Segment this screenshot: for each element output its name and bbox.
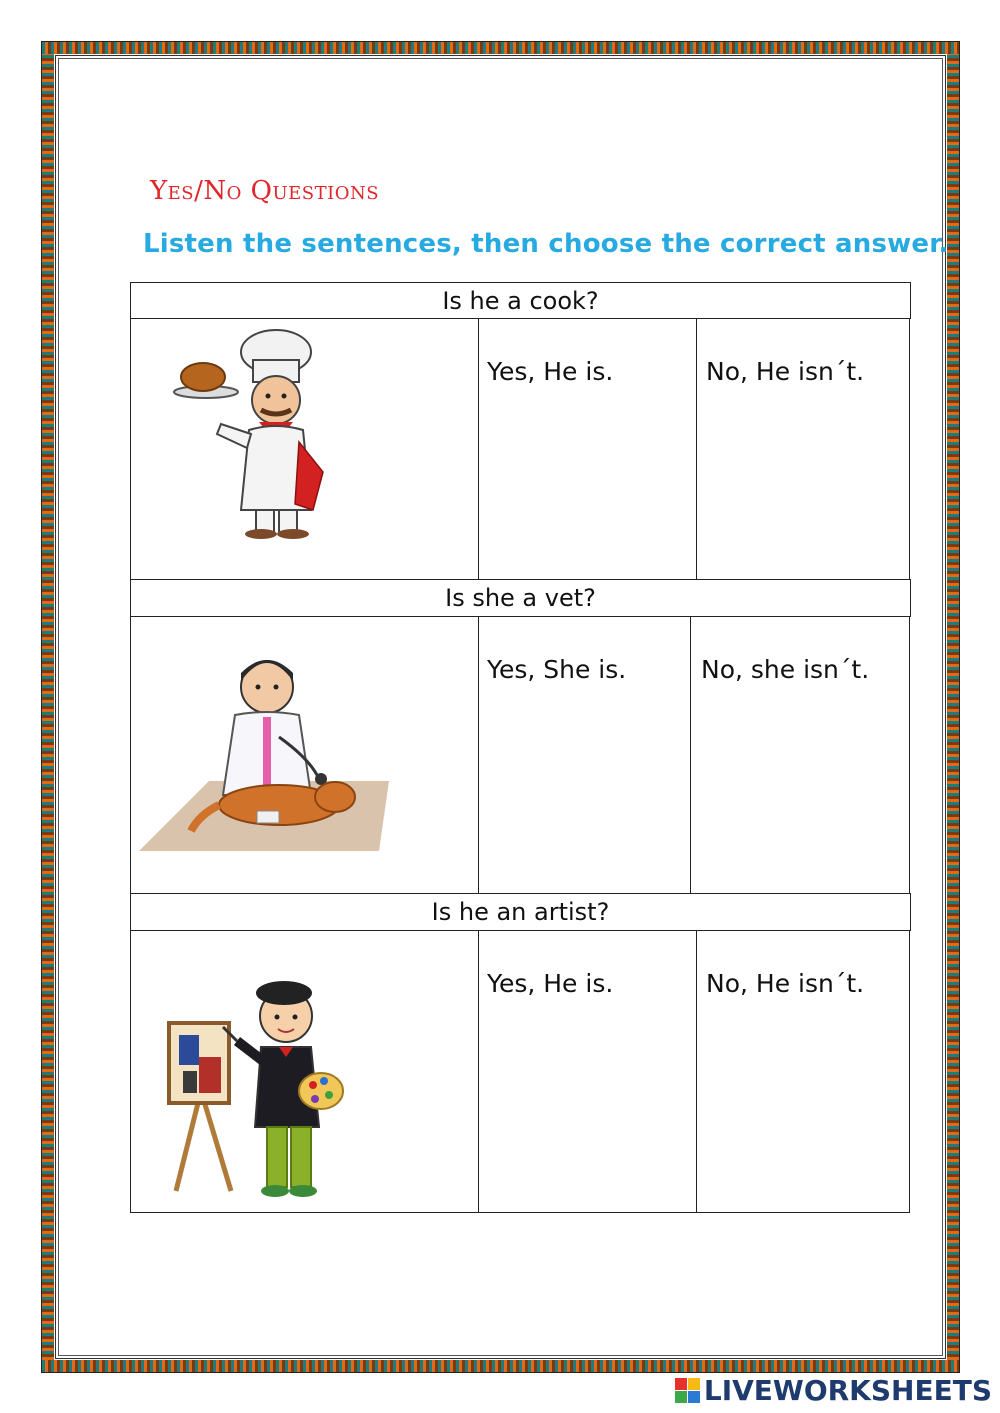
artist-illustration [161,971,361,1211]
answer-yes-label: Yes, She is. [487,655,627,684]
cook-illustration [161,322,381,542]
answer-row-3 [130,930,910,1213]
question-text: Is she a vet? [445,584,596,612]
answer-yes-label: Yes, He is. [487,357,614,386]
answer-yes-label: Yes, He is. [487,969,614,998]
answer-no-option[interactable] [696,931,909,1212]
vet-illustration [139,637,389,857]
answer-row-2 [130,616,910,894]
instruction-text: Listen the sentences, then choose the correct answer. [143,229,949,259]
question-row-1 [130,282,911,319]
question-text: Is he a cook? [442,287,599,315]
liveworksheets-logo [675,1374,992,1407]
question-row-3 [130,893,911,931]
answer-no-label: No, He isn´t. [706,969,865,998]
picture-cell [131,319,479,579]
liveworksheets-badge-icon [675,1378,700,1403]
answer-no-label: No, He isn´t. [706,357,865,386]
worksheet-title: Yes/No Questions [150,176,380,206]
picture-cell [131,931,479,1212]
answer-yes-option[interactable] [479,319,697,579]
answer-no-option[interactable] [696,319,909,579]
answer-yes-option[interactable] [479,617,691,893]
answer-no-option[interactable] [691,617,909,893]
question-text: Is he an artist? [431,898,610,926]
answer-yes-option[interactable] [479,931,697,1212]
answer-row-1 [130,318,910,580]
answer-no-label: No, she isn´t. [701,655,870,684]
picture-cell [131,617,479,893]
brand-name: LIVEWORKSHEETS [703,1374,992,1407]
question-row-2 [130,579,911,617]
